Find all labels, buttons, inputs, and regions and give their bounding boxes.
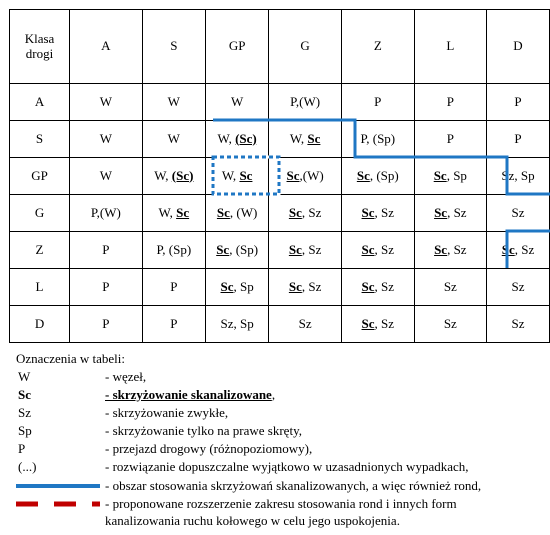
table-cell: W, Sc [205, 158, 268, 195]
column-header: GP [205, 10, 268, 84]
table-row [10, 195, 550, 232]
row-header: L [10, 269, 70, 306]
legend-item-parenthesis [16, 459, 541, 477]
table-cell: Sc, Sz [414, 232, 486, 269]
table-cell: Sz [486, 195, 549, 232]
corner-header: Klasa drogi [10, 10, 70, 84]
column-header: D [486, 10, 549, 84]
table-cell: W [70, 84, 143, 121]
table-cell: W [70, 121, 143, 158]
table-cell: P [70, 306, 143, 343]
row-header: A [10, 84, 70, 121]
table-cell: Sc,(W) [269, 158, 342, 195]
table-cell: Sc, Sz [341, 306, 414, 343]
legend-symbol: (...) [18, 459, 37, 474]
table-cell: Sc, (Sp) [341, 158, 414, 195]
blue-line-sample [16, 478, 100, 496]
legend-description: - skrzyżowanie skanalizowane [105, 387, 272, 402]
table-cell: W, (Sc) [142, 158, 205, 195]
table-cell: Sc, Sz [269, 232, 342, 269]
table-cell: Sc, Sz [486, 232, 549, 269]
table-cell: Sz [486, 306, 549, 343]
legend-description: - węzeł, [105, 369, 147, 384]
table-cell: Sc, (W) [205, 195, 268, 232]
table-cell: Sc, Sp [205, 269, 268, 306]
legend-symbol: Sc [18, 387, 31, 402]
table-row [10, 232, 550, 269]
table-cell: P [142, 269, 205, 306]
table-cell: Sc, Sz [269, 269, 342, 306]
legend-description: - rozwiązanie dopuszczalne wyjątkowo w uzasadnionych wypadkach, [105, 459, 469, 474]
row-header: Z [10, 232, 70, 269]
table-cell: P, (Sp) [341, 121, 414, 158]
road-class-matrix [9, 9, 550, 343]
column-header: S [142, 10, 205, 84]
legend-item-sp [16, 423, 541, 441]
table-cell: Sz [269, 306, 342, 343]
table-row [10, 269, 550, 306]
table-cell: P [486, 84, 549, 121]
row-header: S [10, 121, 70, 158]
legend-description: - przejazd drogowy (różnopoziomowy), [105, 441, 313, 456]
table-cell: W [142, 121, 205, 158]
row-header: D [10, 306, 70, 343]
table-cell: Sc, Sp [414, 158, 486, 195]
table-cell: Sc, Sz [414, 195, 486, 232]
table-cell: W [70, 158, 143, 195]
legend-symbol: Sp [18, 423, 32, 438]
table-row [10, 306, 550, 343]
table-cell: Sc, Sz [269, 195, 342, 232]
legend-title: Oznaczenia w tabeli: [16, 351, 125, 366]
table-cell: P,(W) [70, 195, 143, 232]
table-cell: P [70, 269, 143, 306]
legend-description: - skrzyżowanie zwykłe, [105, 405, 229, 420]
legend-item-red-dashed [16, 496, 541, 532]
row-header: G [10, 195, 70, 232]
table-cell: W [142, 84, 205, 121]
legend-item-w [16, 369, 541, 387]
table-cell: Sc, Sz [341, 269, 414, 306]
legend-item-sz [16, 405, 541, 423]
legend-symbol: Sz [18, 405, 31, 420]
table-cell: P [486, 121, 549, 158]
column-header: Z [341, 10, 414, 84]
table-cell: Sz, Sp [205, 306, 268, 343]
row-header: GP [10, 158, 70, 195]
table-cell: P [414, 121, 486, 158]
header-row [10, 10, 550, 84]
table-cell: Sz [486, 269, 549, 306]
table-cell: Sc, Sz [341, 232, 414, 269]
table-cell: Sz [414, 269, 486, 306]
table-row [10, 158, 550, 195]
table-cell: Sz [414, 306, 486, 343]
table-cell: P,(W) [269, 84, 342, 121]
column-header: G [269, 10, 342, 84]
legend-description-suffix: , [271, 387, 276, 402]
table-cell: Sc, (Sp) [205, 232, 268, 269]
legend-description-continued: kanalizowania ruchu kołowego w celu jego uspokojenia. [105, 513, 400, 528]
legend-description: - skrzyżowanie tylko na prawe skręty, [105, 423, 302, 438]
table-cell: P [341, 84, 414, 121]
table-cell: W, Sc [142, 195, 205, 232]
column-header: A [70, 10, 143, 84]
table-cell: P [142, 306, 205, 343]
table-cell: W [205, 84, 268, 121]
legend-description: - proponowane rozszerzenie zakresu stosowania rond i innych form [105, 496, 457, 511]
table-cell: P, (Sp) [142, 232, 205, 269]
table-cell: P [414, 84, 486, 121]
legend-item-blue-line [16, 478, 541, 496]
table-cell: Sc, Sz [341, 195, 414, 232]
table-cell: W, (Sc) [205, 121, 268, 158]
legend-symbol: W [18, 369, 31, 384]
legend-description: - obszar stosowania skrzyżowań skanalizowanych, a więc również rond, [105, 478, 482, 493]
legend-item-sc [16, 387, 541, 405]
table-cell: P [70, 232, 143, 269]
table-row [10, 121, 550, 158]
table-cell: W, Sc [269, 121, 342, 158]
table-cell: Sz, Sp [486, 158, 549, 195]
legend-symbol: P [18, 441, 26, 456]
red-dashed-sample [16, 496, 100, 514]
legend-item-p [16, 441, 541, 459]
table-row [10, 84, 550, 121]
column-header: L [414, 10, 486, 84]
